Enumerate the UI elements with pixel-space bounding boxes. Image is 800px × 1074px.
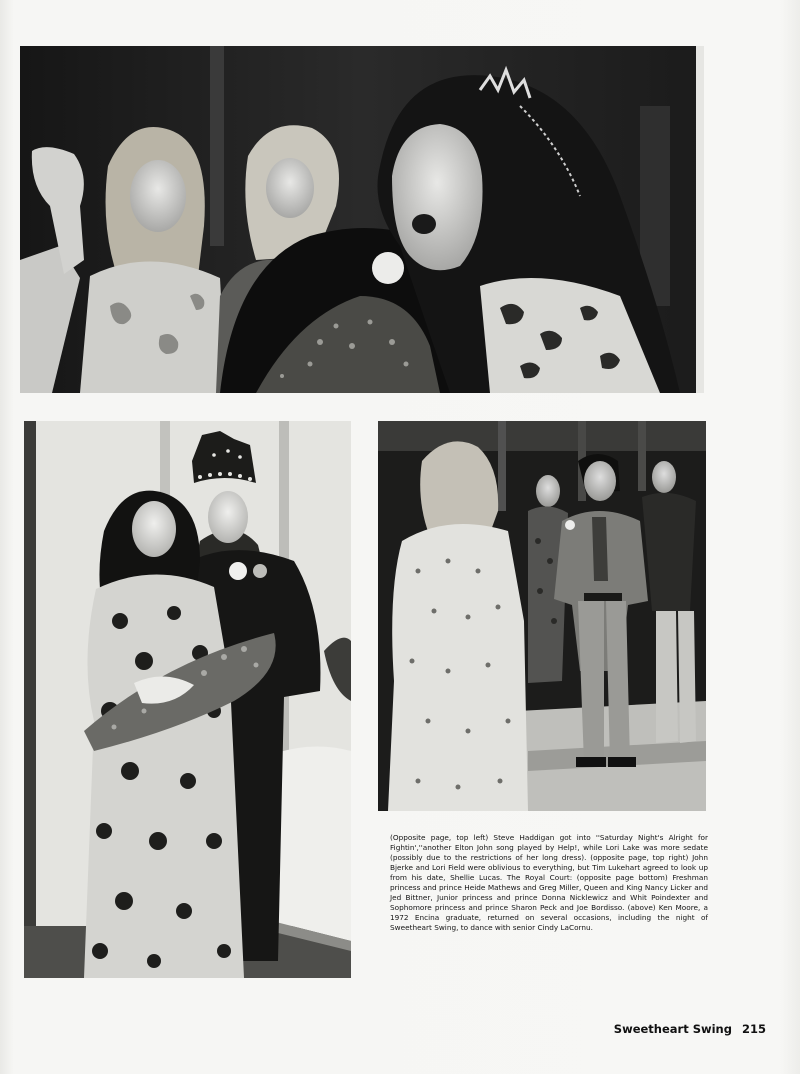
photo-caption: (Opposite page, top left) Steve Haddigan got into ''Saturday Night's Alright for Fightin',''another Elton John song played by Help!, while Lori Lake was more sedate (possibly due to the restrictions of her long dress). (opposite page, top right) John Bjerke and Lori Field were oblivious to everything, but Tim Lukehart agreed to look up from his date, Shellie Lucas. The Royal Court: (opposite page bottom) Freshman princess and prince Heide Mathews and Greg Miller, Queen and King Nancy Licker and Jed Bittner, Junior princess and prince Donna Nicklewicz and Whit Poindexter and Sophomore princess and prince Sharon Peck and Joe Bordisso. (above) Ken Moore, a 1972 Encina graduate, returned on several occasions, including the night of Sweetheart Swing, to dance with senior Cindy LaCornu. <box>390 833 708 932</box>
page-footer <box>614 1022 766 1036</box>
section-title: Sweetheart Swing <box>613 1022 732 1036</box>
bleed-through-heading <box>378 22 678 46</box>
photo-dancing-couple <box>378 421 706 811</box>
photo-queen-and-king <box>24 421 351 978</box>
page-number: 215 <box>741 1022 766 1036</box>
photo-dancers-celebrating <box>20 46 704 393</box>
